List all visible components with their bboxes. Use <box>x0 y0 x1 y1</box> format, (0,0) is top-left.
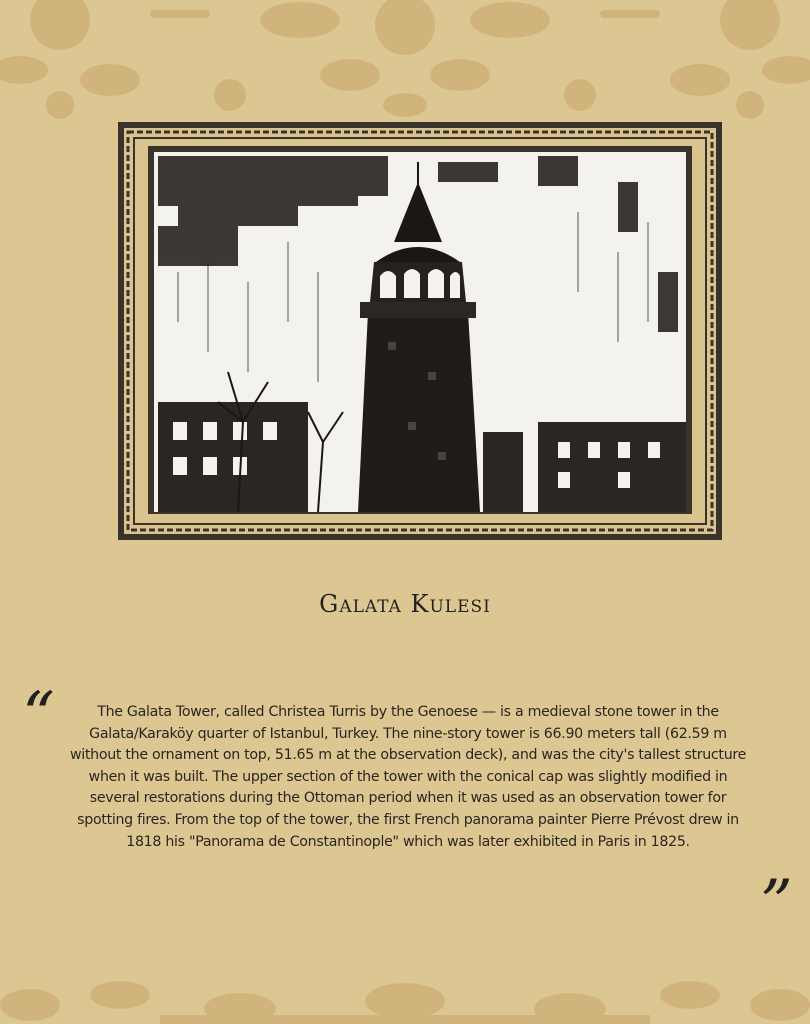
open-quote-icon: “ <box>22 679 55 753</box>
galata-tower-photo <box>118 122 722 540</box>
page-title: Galata Kulesi <box>319 590 491 618</box>
quote-text: The Galata Tower, called Christea Turris by the Genoese — is a medieval stone tower in the Galata/Karaköy quarter of Istanbul, Turkey. The nine-story tower is 66.90 meters tall (62.59 m without the ornament on top, 51.65 m at the observation deck), and was the city's tallest structure when it was built. The upper section of the tower with the conical cap was slightly modified in several restorations during the Ottoman period when it was used as an observation tower for spotting fires. From the top of the tower, the first French panorama painter Pierre Prévost drew in 1818 his "Panorama de Constantinople" which was later exhibited in Paris in 1825. <box>69 704 747 850</box>
top-ornament <box>0 0 810 125</box>
bottom-ornament <box>0 965 810 1024</box>
close-quote-icon: ” <box>760 867 793 941</box>
photo-frame <box>118 122 722 540</box>
